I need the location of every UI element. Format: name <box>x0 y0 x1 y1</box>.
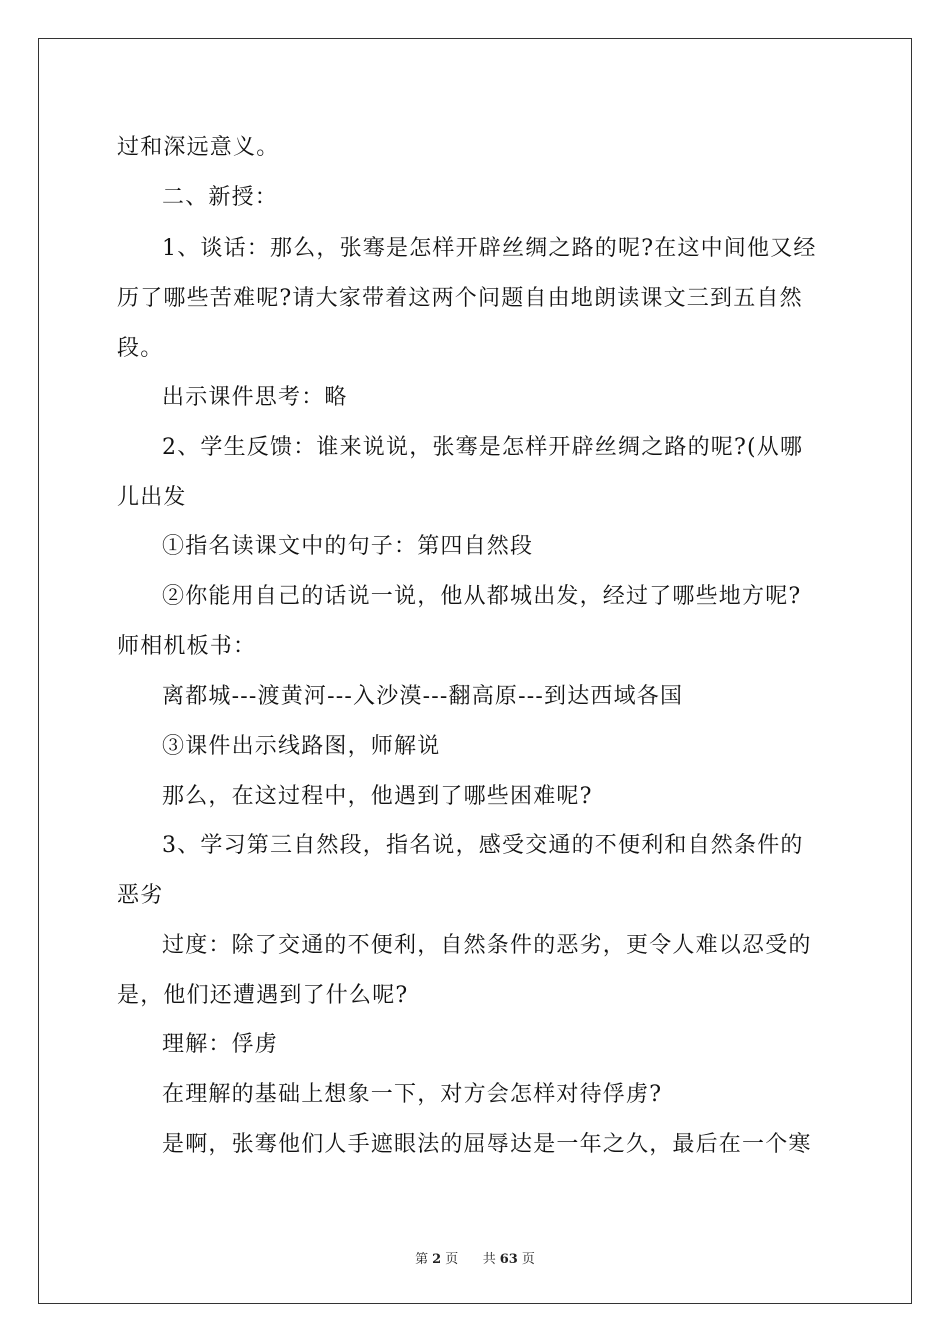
text-line: 二、新授： <box>162 185 279 210</box>
text-line: 是，他们还遭遇到了什么呢? <box>117 983 409 1008</box>
page-border <box>38 38 912 1304</box>
text-line: ②你能用自己的话说一说，他从都城出发，经过了哪些地方呢? <box>162 584 802 609</box>
text-line: 师相机板书： <box>117 634 257 659</box>
text-line: 恶劣 <box>117 883 164 908</box>
text-line: 1、谈话：那么，张骞是怎样开辟丝绸之路的呢?在这中间他又经 <box>162 236 817 261</box>
text-line: 理解：俘虏 <box>162 1032 279 1057</box>
text-line: 段。 <box>117 336 164 361</box>
text-line: 离都城---渡黄河---入沙漠---翻高原---到达西域各国 <box>162 684 684 709</box>
text-line: ③课件出示线路图，师解说 <box>162 734 441 759</box>
total-suffix: 页 <box>521 1252 535 1267</box>
text-line: 是啊，张骞他们人手遮眼法的屈辱达是一年之久，最后在一个寒 <box>162 1132 812 1157</box>
text-line: 在理解的基础上想象一下，对方会怎样对待俘虏? <box>162 1082 663 1107</box>
page-footer <box>0 1248 950 1267</box>
page-prefix: 第 <box>415 1252 429 1267</box>
text-line: 历了哪些苦难呢?请大家带着这两个问题自由地朗读课文三到五自然 <box>117 286 803 311</box>
total-count: 63 <box>499 1252 518 1267</box>
text-line: 过度：除了交通的不便利，自然条件的恶劣，更令人难以忍受的 <box>162 933 812 958</box>
total-prefix: 共 <box>482 1252 496 1267</box>
text-line: 那么，在这过程中，他遇到了哪些困难呢? <box>162 784 593 809</box>
page-current: 2 <box>432 1252 442 1267</box>
page-number <box>413 1252 460 1267</box>
text-line: 出示课件思考：略 <box>162 385 348 410</box>
text-line: 儿出发 <box>117 485 187 510</box>
page-suffix: 页 <box>445 1252 459 1267</box>
total-pages <box>481 1252 537 1267</box>
text-line: ①指名读课文中的句子：第四自然段 <box>162 534 534 559</box>
text-line: 过和深远意义。 <box>117 135 280 160</box>
text-line: 2、学生反馈：谁来说说，张骞是怎样开辟丝绸之路的呢?(从哪 <box>162 435 804 460</box>
text-line: 3、学习第三自然段，指名说，感受交通的不便利和自然条件的 <box>162 833 804 858</box>
